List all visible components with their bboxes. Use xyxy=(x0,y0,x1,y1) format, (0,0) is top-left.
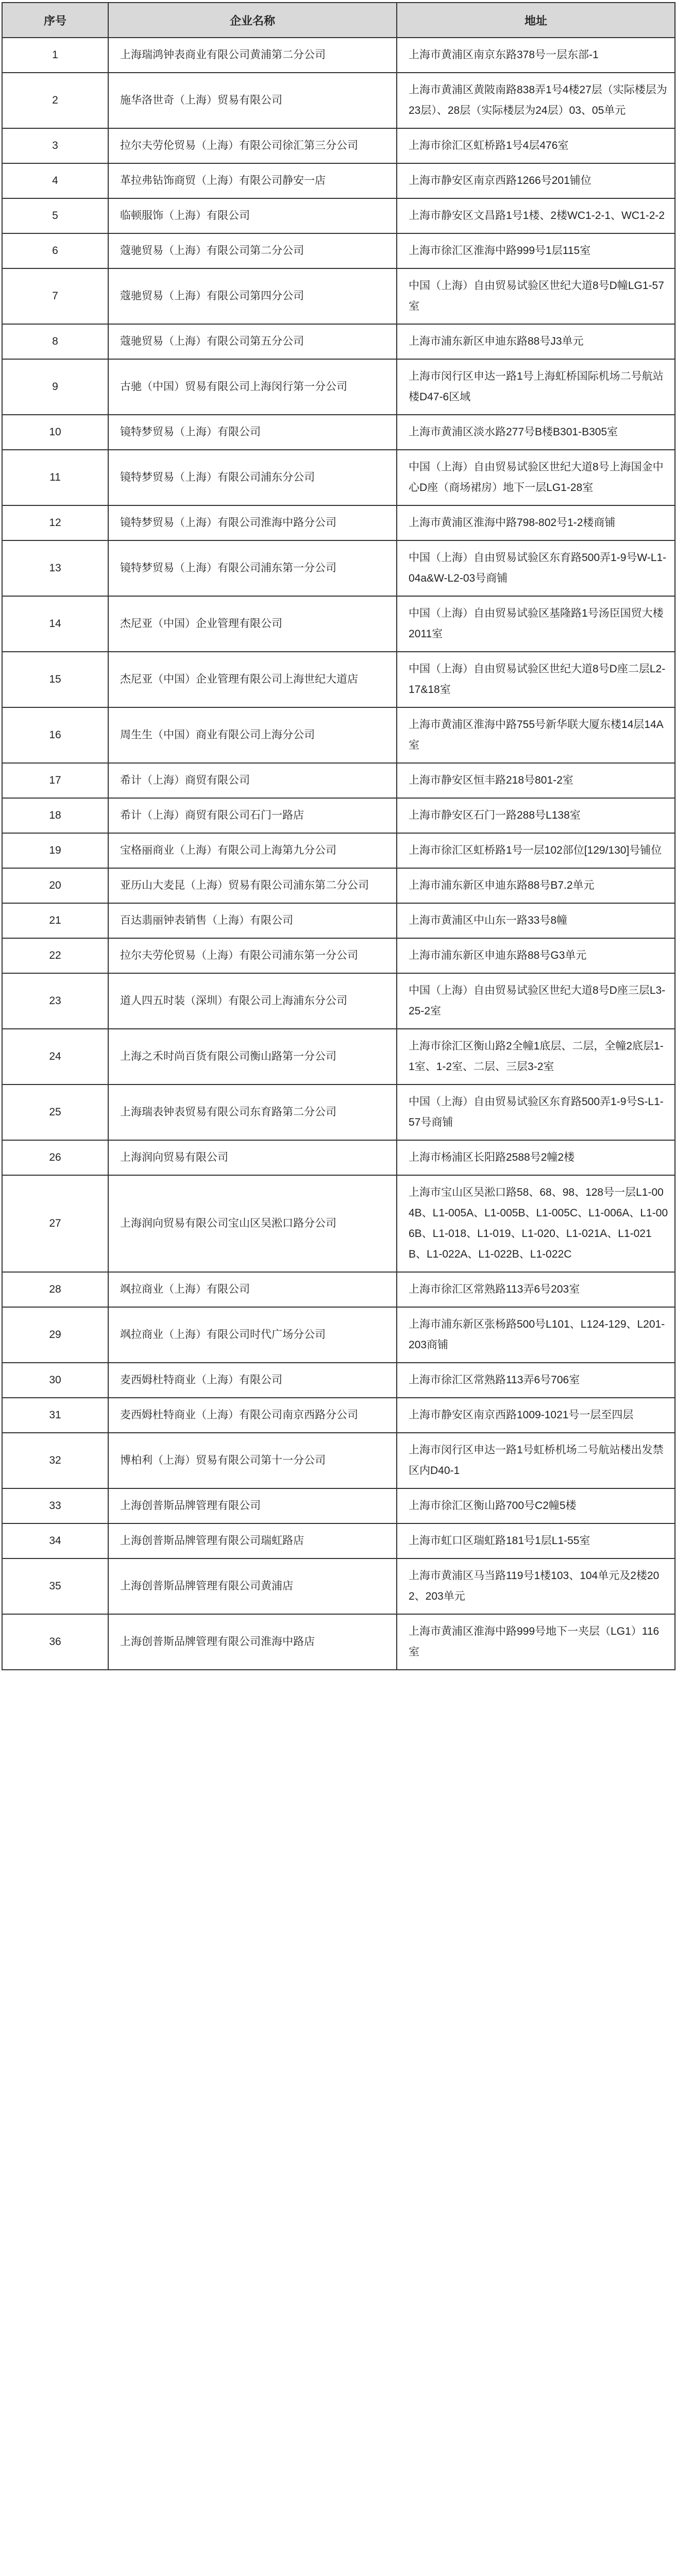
header-row xyxy=(2,3,675,38)
company-name: 镜特梦贸易（上海）有限公司 xyxy=(108,415,397,450)
company-address: 上海市杨浦区长阳路2588号2幢2楼 xyxy=(397,1140,675,1175)
row-index: 17 xyxy=(2,763,108,798)
row-index: 13 xyxy=(2,540,108,596)
row-index: 8 xyxy=(2,324,108,359)
company-address: 上海市浦东新区申迪东路88号J3单元 xyxy=(397,324,675,359)
company-address: 上海市闵行区申达一路1号虹桥机场二号航站楼出发禁区内D40-1 xyxy=(397,1433,675,1488)
table-row xyxy=(2,868,675,903)
row-index: 10 xyxy=(2,415,108,450)
company-name: 道人四五时装（深圳）有限公司上海浦东分公司 xyxy=(108,973,397,1029)
row-index: 22 xyxy=(2,938,108,973)
table-row xyxy=(2,1029,675,1084)
company-address: 上海市静安区石门一路288号L138室 xyxy=(397,798,675,833)
table-row xyxy=(2,1558,675,1614)
table-row xyxy=(2,1398,675,1433)
company-name: 上海瑞表钟表贸易有限公司东育路第二分公司 xyxy=(108,1084,397,1140)
company-address: 中国（上海）自由贸易试验区世纪大道8号D座二层L2-17&18室 xyxy=(397,652,675,707)
table-row xyxy=(2,1084,675,1140)
table-row xyxy=(2,450,675,505)
company-name: 上海润向贸易有限公司 xyxy=(108,1140,397,1175)
company-address: 上海市徐汇区虹桥路1号一层102部位[129/130]号铺位 xyxy=(397,833,675,868)
company-address: 中国（上海）自由贸易试验区世纪大道8号上海国金中心D座（商场裙房）地下一层LG1-28室 xyxy=(397,450,675,505)
table-body xyxy=(2,38,675,1670)
company-name: 上海创普斯品牌管理有限公司黄浦店 xyxy=(108,1558,397,1614)
row-index: 7 xyxy=(2,268,108,324)
table-row xyxy=(2,903,675,938)
table-row xyxy=(2,1523,675,1558)
row-index: 25 xyxy=(2,1084,108,1140)
company-address: 上海市徐汇区常熟路113弄6号203室 xyxy=(397,1272,675,1307)
table-row xyxy=(2,163,675,198)
company-address: 上海市黄浦区淮海中路798-802号1-2楼商铺 xyxy=(397,505,675,540)
company-address: 上海市静安区南京西路1009-1021号一层至四层 xyxy=(397,1398,675,1433)
company-name: 临顿服饰（上海）有限公司 xyxy=(108,198,397,233)
table-row xyxy=(2,1433,675,1488)
table-row xyxy=(2,73,675,128)
company-address: 上海市徐汇区常熟路113弄6号706室 xyxy=(397,1363,675,1398)
table-row xyxy=(2,1140,675,1175)
row-index: 18 xyxy=(2,798,108,833)
table-row xyxy=(2,652,675,707)
company-name: 蔻驰贸易（上海）有限公司第二分公司 xyxy=(108,233,397,268)
company-address: 上海市静安区文昌路1号1楼、2楼WC1-2-1、WC1-2-2 xyxy=(397,198,675,233)
company-name: 周生生（中国）商业有限公司上海分公司 xyxy=(108,707,397,763)
company-name: 蔻驰贸易（上海）有限公司第五分公司 xyxy=(108,324,397,359)
table-row xyxy=(2,359,675,415)
company-name: 施华洛世奇（上海）贸易有限公司 xyxy=(108,73,397,128)
company-address: 上海市黄浦区马当路119号1楼103、104单元及2楼202、203单元 xyxy=(397,1558,675,1614)
table-row xyxy=(2,763,675,798)
company-address: 上海市闵行区申达一路1号上海虹桥国际机场二号航站楼D47-6区域 xyxy=(397,359,675,415)
row-index: 9 xyxy=(2,359,108,415)
table-row xyxy=(2,415,675,450)
company-name: 杰尼亚（中国）企业管理有限公司上海世纪大道店 xyxy=(108,652,397,707)
company-name: 百达翡丽钟表销售（上海）有限公司 xyxy=(108,903,397,938)
row-index: 16 xyxy=(2,707,108,763)
table-row xyxy=(2,833,675,868)
company-name: 蔻驰贸易（上海）有限公司第四分公司 xyxy=(108,268,397,324)
company-address: 上海市黄浦区中山东一路33号8幢 xyxy=(397,903,675,938)
company-name: 麦西姆杜特商业（上海）有限公司 xyxy=(108,1363,397,1398)
company-name: 拉尔夫劳伦贸易（上海）有限公司浦东第一分公司 xyxy=(108,938,397,973)
company-name: 镜特梦贸易（上海）有限公司浦东分公司 xyxy=(108,450,397,505)
company-address: 上海市黄浦区淡水路277号B楼B301-B305室 xyxy=(397,415,675,450)
company-name: 希计（上海）商贸有限公司石门一路店 xyxy=(108,798,397,833)
company-address: 上海市虹口区瑞虹路181号1层L1-55室 xyxy=(397,1523,675,1558)
company-address: 上海市静安区恒丰路218号801-2室 xyxy=(397,763,675,798)
header-company-name: 企业名称 xyxy=(108,3,397,38)
row-index: 24 xyxy=(2,1029,108,1084)
row-index: 5 xyxy=(2,198,108,233)
company-name: 上海之禾时尚百货有限公司衡山路第一分公司 xyxy=(108,1029,397,1084)
company-table xyxy=(2,2,675,1670)
row-index: 20 xyxy=(2,868,108,903)
row-index: 35 xyxy=(2,1558,108,1614)
company-address: 上海市黄浦区黄陂南路838弄1号4楼27层（实际楼层为23层）、28层（实际楼层为24层）03、05单元 xyxy=(397,73,675,128)
row-index: 14 xyxy=(2,596,108,652)
company-name: 拉尔夫劳伦贸易（上海）有限公司徐汇第三分公司 xyxy=(108,128,397,163)
company-name: 博柏利（上海）贸易有限公司第十一分公司 xyxy=(108,1433,397,1488)
row-index: 36 xyxy=(2,1614,108,1670)
row-index: 2 xyxy=(2,73,108,128)
company-address: 上海市徐汇区衡山路2全幢1底层、二层，全幢2底层1-1室、1-2室、二层、三层3-2室 xyxy=(397,1029,675,1084)
table-row xyxy=(2,938,675,973)
row-index: 15 xyxy=(2,652,108,707)
company-name: 希计（上海）商贸有限公司 xyxy=(108,763,397,798)
table-row xyxy=(2,128,675,163)
row-index: 4 xyxy=(2,163,108,198)
row-index: 12 xyxy=(2,505,108,540)
company-name: 宝格丽商业（上海）有限公司上海第九分公司 xyxy=(108,833,397,868)
row-index: 28 xyxy=(2,1272,108,1307)
company-address: 中国（上海）自由贸易试验区基隆路1号汤臣国贸大楼2011室 xyxy=(397,596,675,652)
header-index: 序号 xyxy=(2,3,108,38)
company-address: 中国（上海）自由贸易试验区东育路500弄1-9号S-L1-57号商铺 xyxy=(397,1084,675,1140)
row-index: 21 xyxy=(2,903,108,938)
table-row xyxy=(2,38,675,73)
table-row xyxy=(2,1272,675,1307)
company-name: 飒拉商业（上海）有限公司时代广场分公司 xyxy=(108,1307,397,1363)
company-address: 上海市徐汇区衡山路700号C2幢5楼 xyxy=(397,1488,675,1523)
company-name: 镜特梦贸易（上海）有限公司淮海中路分公司 xyxy=(108,505,397,540)
row-index: 11 xyxy=(2,450,108,505)
table-row xyxy=(2,1175,675,1272)
company-name: 上海创普斯品牌管理有限公司瑞虹路店 xyxy=(108,1523,397,1558)
company-name: 上海创普斯品牌管理有限公司淮海中路店 xyxy=(108,1614,397,1670)
table-row xyxy=(2,324,675,359)
table-row xyxy=(2,540,675,596)
row-index: 33 xyxy=(2,1488,108,1523)
table-row xyxy=(2,268,675,324)
company-address: 中国（上海）自由贸易试验区世纪大道8号D幢LG1-57室 xyxy=(397,268,675,324)
company-address: 上海市静安区南京西路1266号201铺位 xyxy=(397,163,675,198)
company-address: 中国（上海）自由贸易试验区东育路500弄1-9号W-L1-04a&W-L2-03号商铺 xyxy=(397,540,675,596)
company-address: 上海市徐汇区虹桥路1号4层476室 xyxy=(397,128,675,163)
row-index: 19 xyxy=(2,833,108,868)
table-row xyxy=(2,1614,675,1670)
company-name: 镜特梦贸易（上海）有限公司浦东第一分公司 xyxy=(108,540,397,596)
row-index: 32 xyxy=(2,1433,108,1488)
company-name: 革拉弗钻饰商贸（上海）有限公司静安一店 xyxy=(108,163,397,198)
table-row xyxy=(2,505,675,540)
company-name: 古驰（中国）贸易有限公司上海闵行第一分公司 xyxy=(108,359,397,415)
row-index: 31 xyxy=(2,1398,108,1433)
table-row xyxy=(2,233,675,268)
company-address: 中国（上海）自由贸易试验区世纪大道8号D座三层L3-25-2室 xyxy=(397,973,675,1029)
table-row xyxy=(2,1488,675,1523)
company-address: 上海市宝山区吴淞口路58、68、98、128号一层L1-004B、L1-005A、L1-005B、L1-005C、L1-006A、L1-006B、L1-018、L1-019、L1-020、L1-021A、L1-021B、L1-022A、L1-022B、L1-022C xyxy=(397,1175,675,1272)
table-row xyxy=(2,1307,675,1363)
company-address: 上海市黄浦区淮海中路999号地下一夹层（LG1）116室 xyxy=(397,1614,675,1670)
company-address: 上海市徐汇区淮海中路999号1层115室 xyxy=(397,233,675,268)
company-name: 上海瑞鸿钟表商业有限公司黄浦第二分公司 xyxy=(108,38,397,73)
company-name: 杰尼亚（中国）企业管理有限公司 xyxy=(108,596,397,652)
company-address: 上海市浦东新区申迪东路88号G3单元 xyxy=(397,938,675,973)
company-name: 上海润向贸易有限公司宝山区吴淞口路分公司 xyxy=(108,1175,397,1272)
row-index: 34 xyxy=(2,1523,108,1558)
table-row xyxy=(2,707,675,763)
row-index: 26 xyxy=(2,1140,108,1175)
header-address: 地址 xyxy=(397,3,675,38)
company-name: 亚历山大麦昆（上海）贸易有限公司浦东第二分公司 xyxy=(108,868,397,903)
table-row xyxy=(2,596,675,652)
company-name: 麦西姆杜特商业（上海）有限公司南京西路分公司 xyxy=(108,1398,397,1433)
table-row xyxy=(2,1363,675,1398)
company-address: 上海市浦东新区张杨路500号L101、L124-129、L201-203商铺 xyxy=(397,1307,675,1363)
company-address: 上海市黄浦区淮海中路755号新华联大厦东楼14层14A室 xyxy=(397,707,675,763)
company-address: 上海市浦东新区申迪东路88号B7.2单元 xyxy=(397,868,675,903)
company-address: 上海市黄浦区南京东路378号一层东部-1 xyxy=(397,38,675,73)
table-row xyxy=(2,198,675,233)
company-name: 上海创普斯品牌管理有限公司 xyxy=(108,1488,397,1523)
row-index: 27 xyxy=(2,1175,108,1272)
row-index: 29 xyxy=(2,1307,108,1363)
row-index: 30 xyxy=(2,1363,108,1398)
table-row xyxy=(2,798,675,833)
row-index: 3 xyxy=(2,128,108,163)
row-index: 1 xyxy=(2,38,108,73)
row-index: 6 xyxy=(2,233,108,268)
row-index: 23 xyxy=(2,973,108,1029)
company-name: 飒拉商业（上海）有限公司 xyxy=(108,1272,397,1307)
table-row xyxy=(2,973,675,1029)
